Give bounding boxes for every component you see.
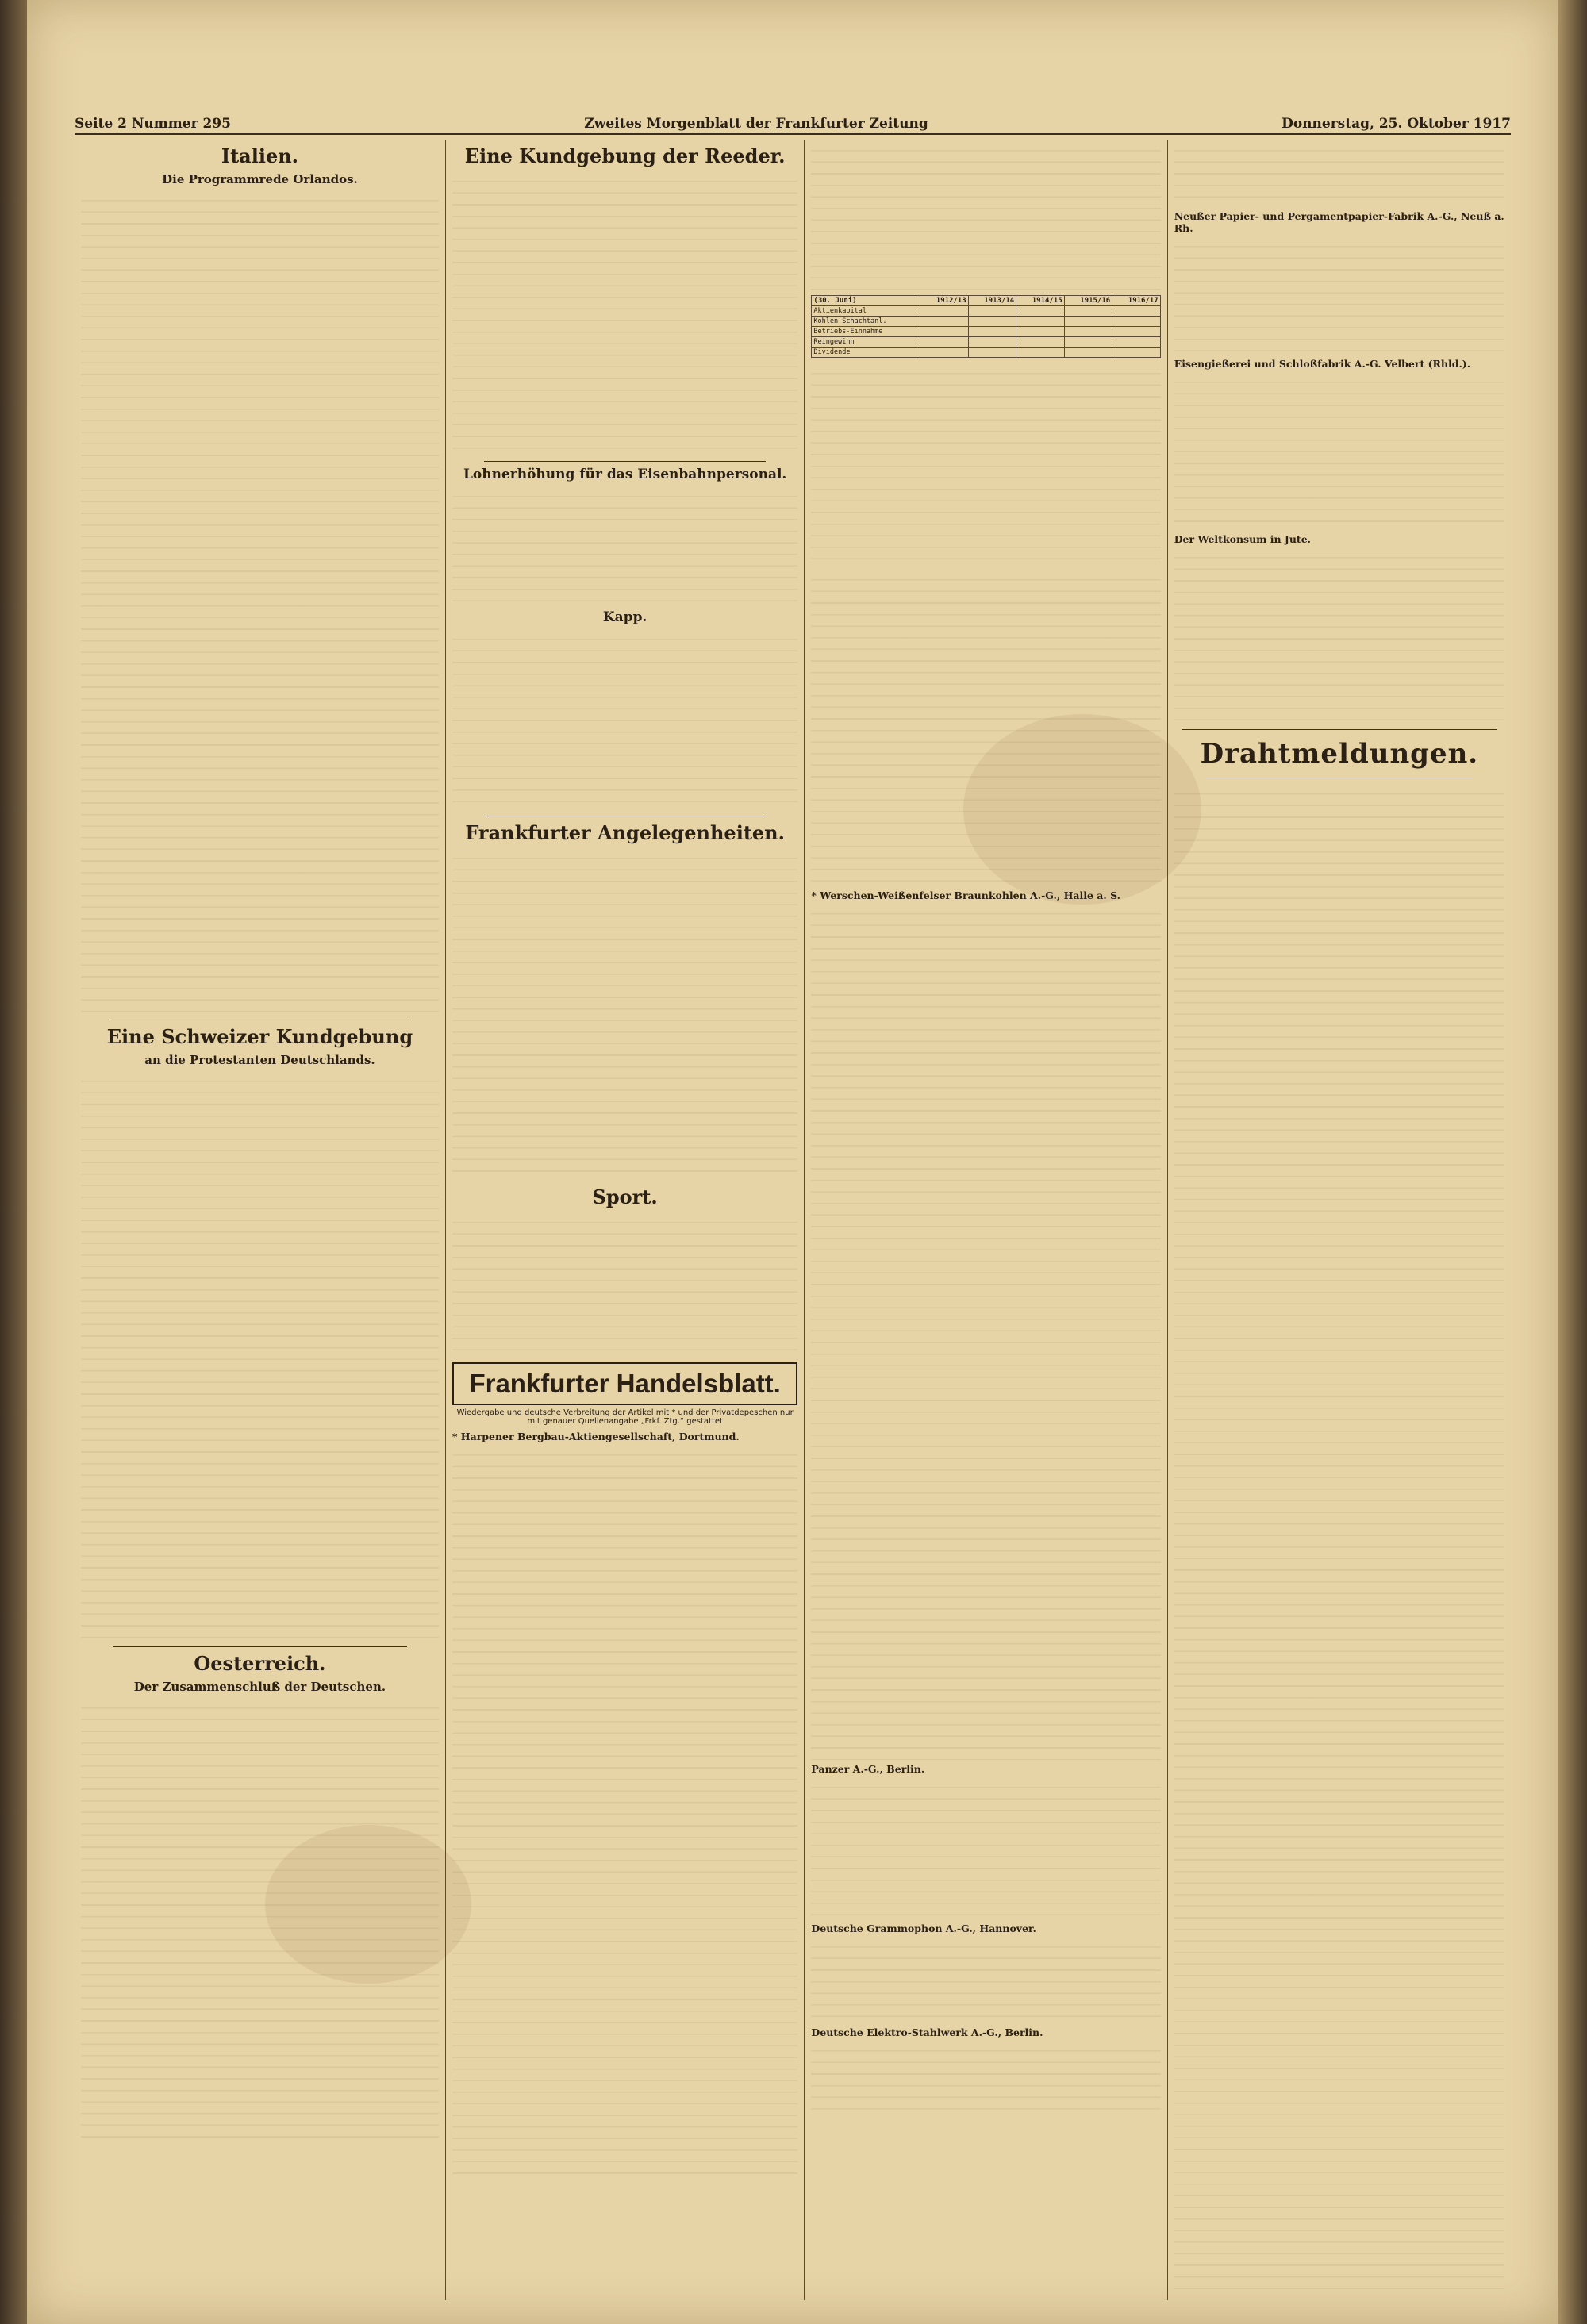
section-banner-note: Wiedergabe und deutsche Verbreitung der Artikel mit * und der Privatdepeschen nur mit genauer Quellenangabe „Frkf. Ztg.“ gestattet [456, 1408, 794, 1426]
section-title: Sport. [592, 1185, 658, 1208]
article-body [81, 1697, 439, 2142]
article-title: Eine Schweizer Kundgebung [106, 1025, 413, 1048]
article-body [1174, 371, 1504, 530]
divider [484, 461, 767, 462]
article-body [811, 1777, 1160, 1919]
issue-date: Donnerstag, 25. Oktober 1917 [1282, 116, 1511, 132]
article-body [81, 190, 439, 1015]
table-row [812, 306, 1160, 317]
page-header [75, 111, 1511, 135]
column-1 [75, 140, 445, 2300]
table-body-placeholder [811, 363, 1160, 569]
article-title: Lohnerhöhung für das Eisenbahnpersonal. [463, 467, 787, 482]
article-body [1174, 140, 1504, 207]
table-header-cell: 1913/14 [968, 296, 1016, 306]
divider [1182, 728, 1497, 730]
article-body [1174, 547, 1504, 721]
company-report-title: * Harpener Bergbau-Aktiengesellschaft, Dortmund. [452, 1431, 740, 1442]
table-cell: Betriebs-Einnahme [812, 327, 920, 337]
article-subtitle: Der Zusammenschluß der Deutschen. [133, 1680, 386, 1694]
table-header-cell: 1916/17 [1112, 296, 1161, 306]
notice-title: Der Weltkonsum in Jute. [1174, 533, 1312, 545]
table-row [812, 327, 1160, 337]
table-cell: Reingewinn [812, 337, 920, 348]
binding-gutter [0, 0, 27, 2324]
company-report-title: Eisengießerei und Schloßfabrik A.-G. Velbert (Rhld.). [1174, 358, 1471, 370]
table-cell: Kohlen Schachtanl. [812, 317, 920, 327]
company-report-title: * Werschen-Weißenfelser Braunkohlen A.-G., Halle a. S. [811, 889, 1121, 901]
article-body [811, 2040, 1160, 2111]
section-title: Drahtmeldungen. [1200, 738, 1479, 770]
article-body [1174, 783, 1504, 2291]
column-2 [445, 140, 805, 2300]
article-body [452, 1444, 798, 2174]
table-cell: Dividende [812, 348, 920, 358]
column-3 [804, 140, 1166, 2300]
section-title: Frankfurter Angelegenheiten. [465, 821, 785, 844]
newspaper-title: Zweites Morgenblatt der Frankfurter Zeitung [584, 116, 928, 132]
article-body [452, 1212, 798, 1354]
company-report-title: Neußer Papier- und Pergamentpapier-Fabrik A.-G., Neuß a. Rh. [1174, 210, 1504, 234]
section-title: Oesterreich. [194, 1652, 326, 1675]
article-body [452, 486, 798, 605]
article-subtitle: an die Protestanten Deutschlands. [144, 1053, 375, 1067]
company-report-title: Deutsche Grammophon A.-G., Hannover. [811, 1923, 1036, 1934]
section-banner: Frankfurter Handelsblatt. [452, 1362, 798, 1405]
table-header-cell: 1912/13 [920, 296, 968, 306]
article-body [811, 569, 1160, 886]
page-edge [1558, 0, 1587, 2324]
page-number: Seite 2 Nummer 295 [75, 116, 231, 132]
table-row [812, 337, 1160, 348]
article-body [811, 903, 1160, 1760]
article-body [452, 847, 798, 1181]
newspaper-page [27, 0, 1558, 2324]
article-title: Die Programmrede Orlandos. [162, 172, 358, 186]
article-body [452, 628, 798, 811]
column-4 [1167, 140, 1511, 2300]
article-title: Eine Kundgebung der Reeder. [464, 144, 786, 167]
divider [113, 1646, 407, 1647]
article-title: Kapp. [602, 609, 647, 625]
columns [75, 140, 1511, 2300]
section-title: Italien. [221, 144, 299, 167]
table-row [812, 317, 1160, 327]
table-cell: Aktienkapital [812, 306, 920, 317]
table-row [812, 348, 1160, 358]
article-body [452, 171, 798, 456]
table-header-row [812, 296, 1160, 306]
article-body [81, 1070, 439, 1642]
company-report-title: Panzer A.-G., Berlin. [811, 1763, 925, 1775]
article-body [811, 140, 1160, 290]
table-header-cell: 1915/16 [1064, 296, 1112, 306]
table-header-cell: (30. Juni) [812, 296, 920, 306]
article-body [1174, 236, 1504, 355]
company-report-title: Deutsche Elektro-Stahlwerk A.-G., Berlin. [811, 2026, 1043, 2038]
table-header-cell: 1914/15 [1016, 296, 1064, 306]
financial-table [811, 295, 1160, 358]
article-body [811, 1936, 1160, 2023]
